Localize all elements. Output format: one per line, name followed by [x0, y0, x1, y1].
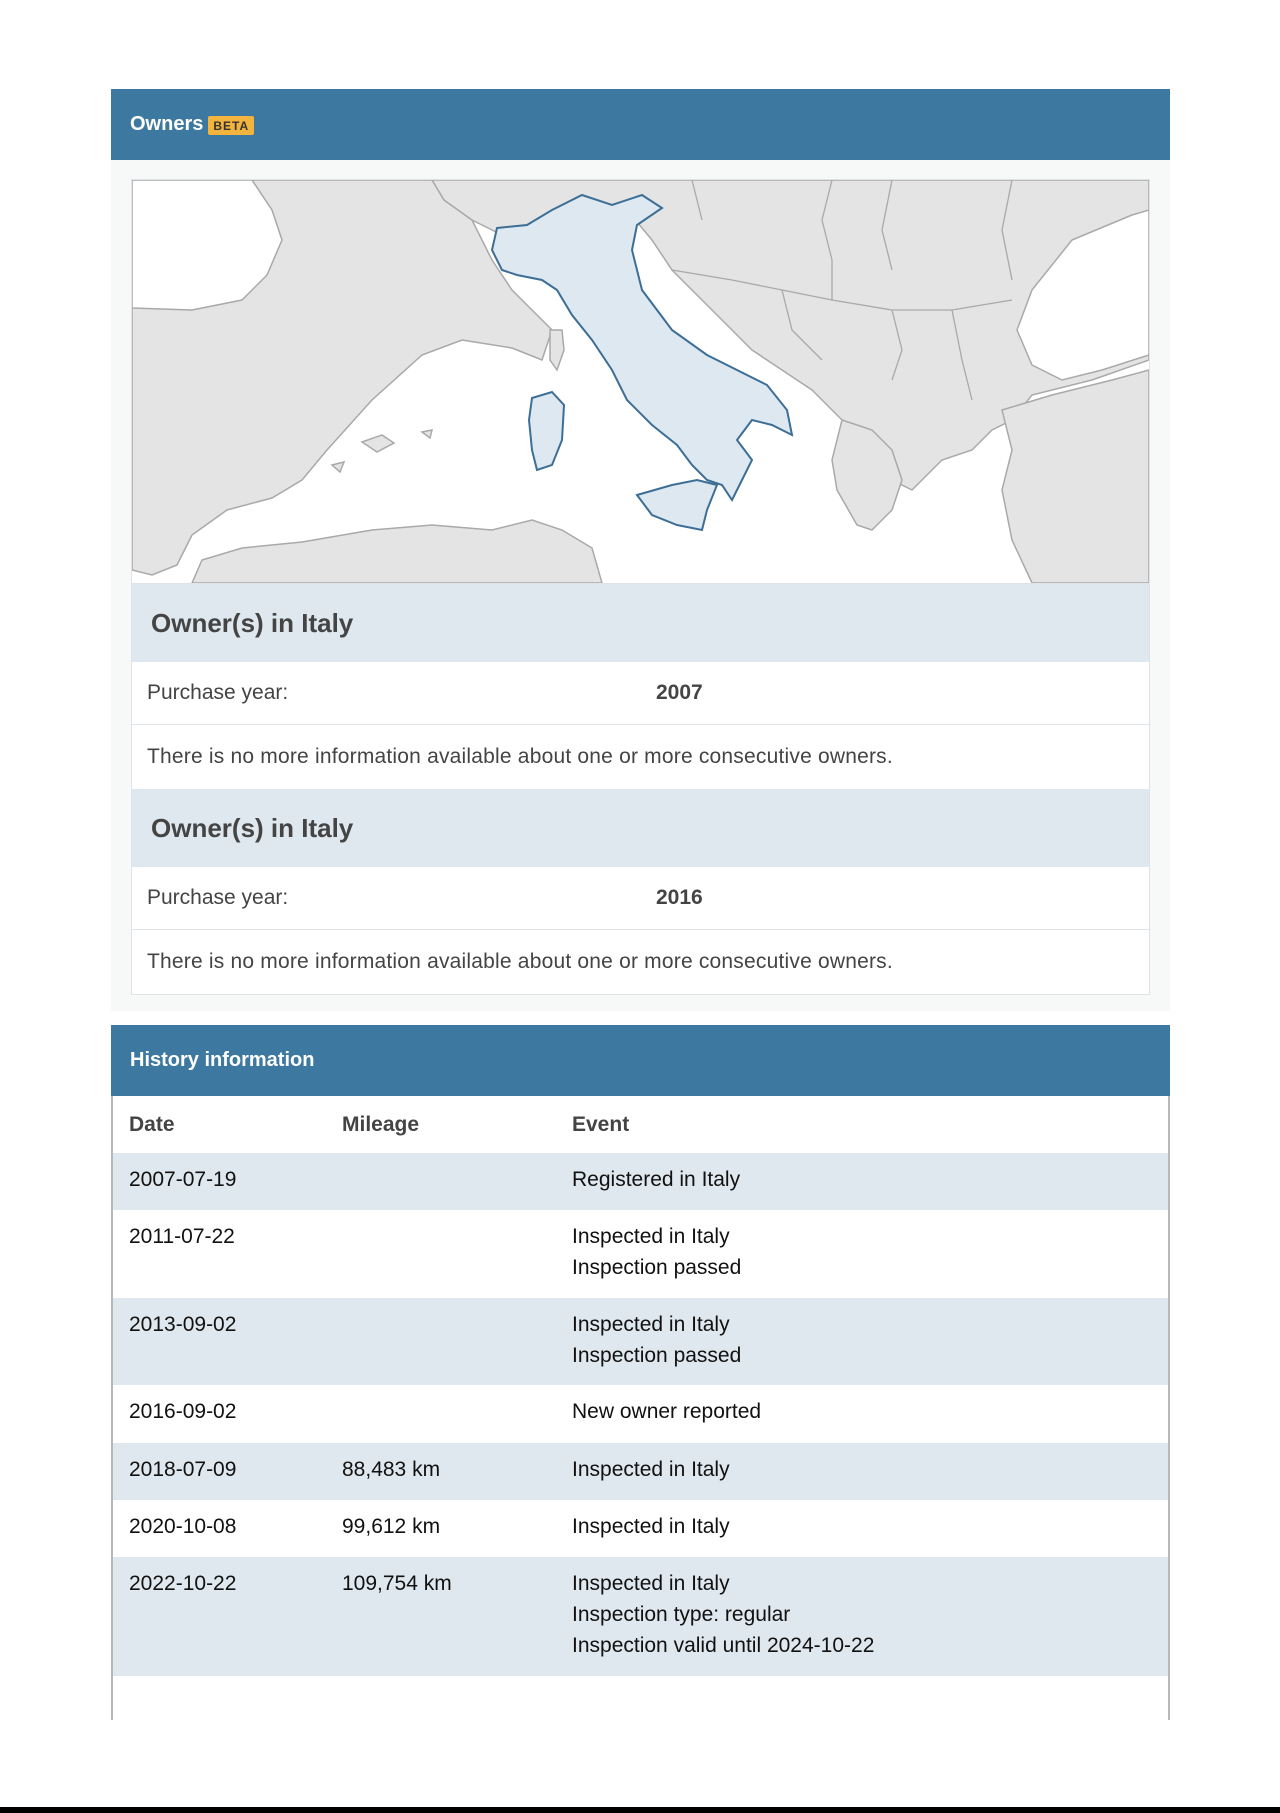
row-event: Inspected in Italy: [572, 1313, 730, 1336]
europe-map-graphic: [132, 180, 1149, 583]
table-row: [113, 1443, 1168, 1500]
row-event: Inspected in Italy: [572, 1458, 730, 1481]
owner-block-1: [131, 584, 1150, 789]
table-row: [113, 1298, 1168, 1385]
row-event: Inspected in Italy: [572, 1572, 730, 1595]
row-mileage: 99,612 km: [342, 1515, 441, 1538]
purchase-year-label: Purchase year:: [147, 681, 289, 704]
purchase-year-value: 2016: [656, 886, 703, 909]
owners-body: [111, 160, 1170, 1011]
owner-block-2: [131, 789, 1150, 995]
row-mileage: 109,754 km: [342, 1572, 452, 1595]
row-date: 2016-09-02: [129, 1400, 237, 1423]
row-date: 2020-10-08: [129, 1515, 237, 1538]
row-event: Inspected in Italy: [572, 1225, 730, 1248]
purchase-year-label: Purchase year:: [147, 886, 289, 909]
history-section: [111, 1025, 1170, 1720]
history-table: [111, 1096, 1170, 1720]
history-title: History information: [130, 1049, 315, 1071]
bottom-edge-bar: [0, 1807, 1280, 1813]
row-event: Registered in Italy: [572, 1168, 741, 1191]
beta-badge: BETA: [208, 116, 254, 135]
owners-section: [111, 89, 1170, 1011]
row-event: Inspection valid until 2024-10-22: [572, 1634, 875, 1657]
row-date: 2018-07-09: [129, 1458, 237, 1481]
table-row: [113, 1153, 1168, 1210]
owner-note: There is no more information available about one or more consecutive owners.: [132, 930, 1149, 995]
history-table-header: [113, 1096, 1168, 1153]
owner-heading: Owner(s) in Italy: [132, 584, 1149, 662]
table-row: [113, 1557, 1168, 1676]
owners-header: [111, 89, 1170, 160]
row-event: Inspection passed: [572, 1256, 742, 1279]
row-event: New owner reported: [572, 1400, 762, 1423]
owner-note: There is no more information available about one or more consecutive owners.: [132, 725, 1149, 789]
row-date: 2022-10-22: [129, 1572, 237, 1595]
column-event-header: Event: [572, 1112, 630, 1136]
table-row: [113, 1210, 1168, 1298]
column-date-header: Date: [129, 1112, 175, 1136]
purchase-year-value: 2007: [656, 681, 703, 704]
purchase-year-row: [132, 867, 1149, 930]
owner-heading: Owner(s) in Italy: [132, 789, 1149, 867]
row-date: 2011-07-22: [129, 1225, 235, 1248]
history-header: [111, 1025, 1170, 1096]
row-mileage: 88,483 km: [342, 1458, 441, 1481]
owners-map: [131, 179, 1150, 584]
row-date: 2007-07-19: [129, 1168, 237, 1191]
row-event: Inspection passed: [572, 1344, 742, 1367]
table-row: [113, 1385, 1168, 1443]
row-event: Inspected in Italy: [572, 1515, 730, 1538]
owners-title: Owners: [130, 113, 204, 135]
row-date: 2013-09-02: [129, 1313, 237, 1336]
row-event: Inspection type: regular: [572, 1603, 791, 1626]
table-row: [113, 1500, 1168, 1557]
column-mileage-header: Mileage: [342, 1112, 420, 1136]
purchase-year-row: [132, 662, 1149, 725]
